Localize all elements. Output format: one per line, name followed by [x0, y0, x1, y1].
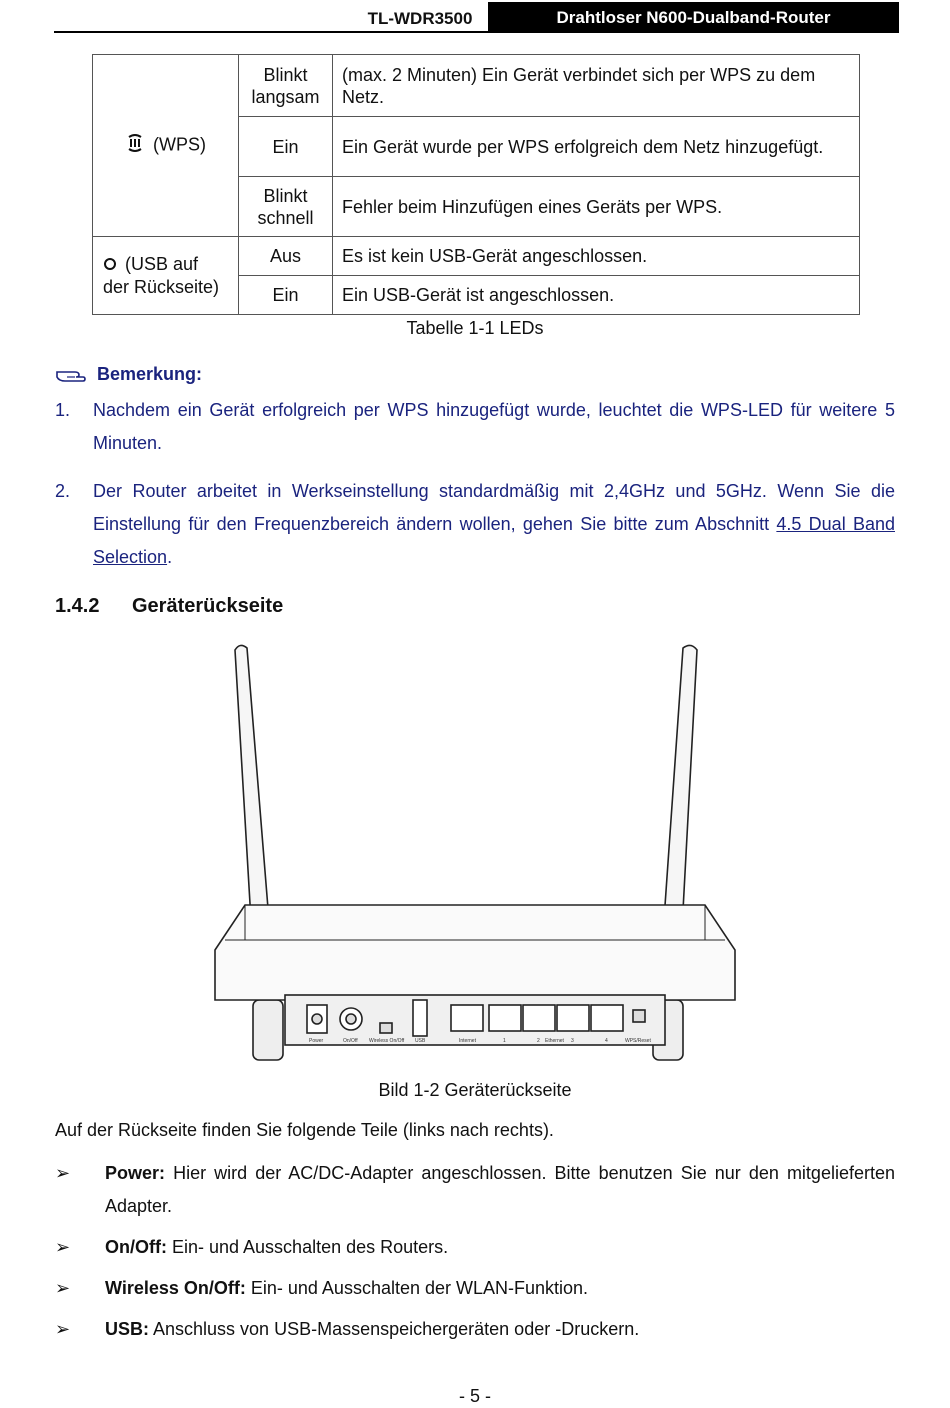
port-label: 2	[537, 1038, 540, 1044]
note-number: 1.	[55, 400, 71, 420]
led-description: Ein USB-Gerät ist angeschlossen.	[333, 276, 860, 315]
led-state: Blinkt schnell	[239, 177, 333, 237]
port-label: Wireless On/Off	[369, 1038, 405, 1044]
bullet-term: Power:	[105, 1163, 166, 1183]
pointing-hand-icon	[55, 366, 87, 384]
list-item	[55, 1313, 895, 1346]
led-description: Ein Gerät wurde per WPS erfolgreich dem Netz hinzugefügt.	[333, 117, 860, 177]
bullet-text: Ein- und Ausschalten des Routers.	[166, 1237, 449, 1257]
note-text: Nachdem ein Gerät erfolgreich per WPS hinzugefügt wurde, leuchtet die WPS-LED für weitere 5 Minuten.	[93, 400, 895, 453]
note-text-end: .	[167, 547, 173, 567]
section-heading	[55, 595, 283, 618]
bullet-text: Ein- und Ausschalten der WLAN-Funktion.	[245, 1278, 589, 1298]
note-text-body: Der Router arbeitet in Werkseinstellung standardmäßig mit 2,4GHz und 5GHz. Wenn Sie die Einstellung für den Frequenzbereich ändern wollen, gehen Sie bitte zum Abschnitt	[93, 481, 895, 534]
port-label: On/Off	[343, 1038, 358, 1044]
note-number: 2.	[55, 481, 71, 501]
led-state: Ein	[239, 117, 333, 177]
usb-led-name: (USB auf der Rückseite)	[103, 253, 220, 298]
list-item	[55, 1157, 895, 1223]
router-back-figure	[205, 640, 745, 1070]
bullet-arrow-icon: ➢	[55, 1237, 71, 1257]
table-row	[93, 237, 860, 276]
bullet-arrow-icon: ➢	[55, 1278, 71, 1298]
header-title: Drahtloser N600-Dualband-Router	[488, 2, 899, 33]
usb-led-cell	[93, 237, 239, 315]
port-label: Ethernet	[545, 1038, 564, 1044]
usb-icon	[103, 254, 117, 276]
router-back-drawing	[205, 640, 745, 1070]
led-state: Aus	[239, 237, 333, 276]
page-number: - 5 -	[458, 1386, 491, 1406]
port-label: Internet	[459, 1038, 476, 1044]
led-description: Es ist kein USB-Gerät angeschlossen.	[333, 237, 860, 276]
port-label: Power	[309, 1038, 324, 1044]
note-heading	[55, 364, 202, 385]
list-item	[55, 1231, 895, 1264]
section-title: Geräterückseite	[132, 595, 284, 617]
bullet-arrow-icon: ➢	[55, 1319, 71, 1339]
wps-led-cell	[93, 55, 239, 237]
note-item	[55, 475, 895, 574]
bullet-text: Hier wird der AC/DC-Adapter angeschlossen. Bitte benutzen Sie nur den mitgelieferten Adapter.	[105, 1163, 895, 1216]
intro-text: Auf der Rückseite finden Sie folgende Teile (links nach rechts).	[55, 1120, 554, 1140]
led-description: Fehler beim Hinzufügen eines Geräts per WPS.	[333, 177, 860, 237]
header-model: TL-WDR3500	[367, 9, 473, 28]
table-row	[93, 55, 860, 117]
note-item	[55, 394, 895, 460]
bullet-term: USB:	[105, 1319, 149, 1339]
section-number: 1.4.2	[55, 595, 100, 617]
bullet-term: On/Off:	[105, 1237, 167, 1257]
list-item	[55, 1272, 895, 1305]
led-description: (max. 2 Minuten) Ein Gerät verbindet sich per WPS zu dem Netz.	[333, 55, 860, 117]
wps-led-name: (WPS)	[153, 134, 206, 155]
table-caption: Tabelle 1-1 LEDs	[406, 318, 544, 338]
note-heading-text: Bemerkung:	[97, 364, 203, 384]
bullet-text: Anschluss von USB-Massenspeichergeräten oder -Druckern.	[149, 1319, 640, 1339]
note-text	[93, 475, 895, 574]
led-state: Ein	[239, 276, 333, 315]
bullet-term: Wireless On/Off:	[105, 1278, 246, 1298]
port-label: 4	[605, 1038, 608, 1044]
figure-caption: Bild 1-2 Geräterückseite	[378, 1080, 572, 1100]
port-label: 3	[571, 1038, 574, 1044]
bullet-arrow-icon: ➢	[55, 1163, 71, 1183]
wps-icon	[125, 133, 145, 158]
led-table	[92, 54, 860, 315]
port-label: USB	[415, 1038, 426, 1044]
port-label: 1	[503, 1038, 506, 1044]
section-link[interactable]: 4.5 Dual Band Selection	[93, 514, 895, 567]
port-label: WPS/Reset	[625, 1038, 651, 1044]
led-state: Blinkt langsam	[239, 55, 333, 117]
header-rule	[54, 31, 899, 33]
